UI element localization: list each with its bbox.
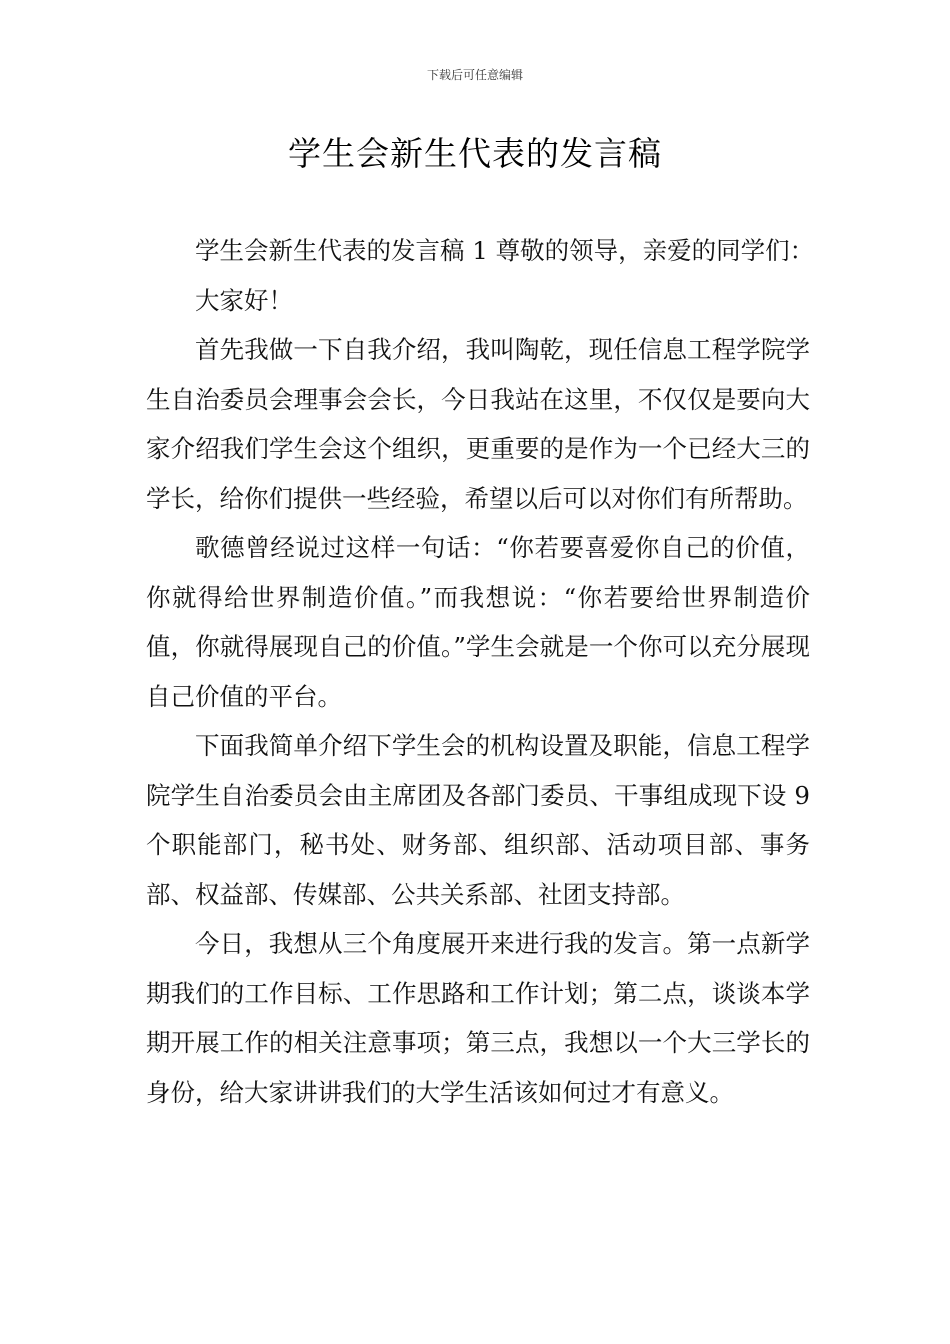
paragraph-goethe-quote: 歌德曾经说过这样一句话：“你若要喜爱你自己的价值，你就得给世界制造价值。”而我想说：“你若要给世界制造价值，你就得展现自己的价值。”学生会就是一个你可以充分展现自己价值的平台。 — [146, 533, 810, 711]
paragraph-introduction: 首先我做一下自我介绍，我叫陶乾，现任信息工程学院学生自治委员会理事会会长，今日我站在这里，不仅仅是要向大家介绍我们学生会这个组织，更重要的是作为一个已经大三的学长，给你们提供一些经验，希望以后可以对你们有所帮助。 — [146, 335, 810, 513]
document-body — [146, 226, 815, 1117]
paragraph-salutation: 学生会新生代表的发言稿 1 尊敬的领导，亲爱的同学们： — [195, 236, 815, 265]
paragraph-organization: 下面我简单介绍下学生会的机构设置及职能，信息工程学院学生自治委员会由主席团及各部门委员、干事组成现下设 9 个职能部门，秘书处、财务部、组织部、活动项目部、事务部、权益部、传媒部、公共关系部、社团支持部。 — [146, 731, 810, 909]
paragraph-speech-outline: 今日，我想从三个角度展开来进行我的发言。第一点新学期我们的工作目标、工作思路和工作计划；第二点，谈谈本学期开展工作的相关注意事项；第三点，我想以一个大三学长的身份，给大家讲讲我们的大学生活该如何过才有意义。 — [146, 929, 810, 1107]
paragraph-greeting: 大家好！ — [195, 285, 293, 315]
header-note: 下载后可任意编辑 — [426, 68, 523, 82]
document-title: 学生会新生代表的发言稿 — [288, 134, 662, 173]
